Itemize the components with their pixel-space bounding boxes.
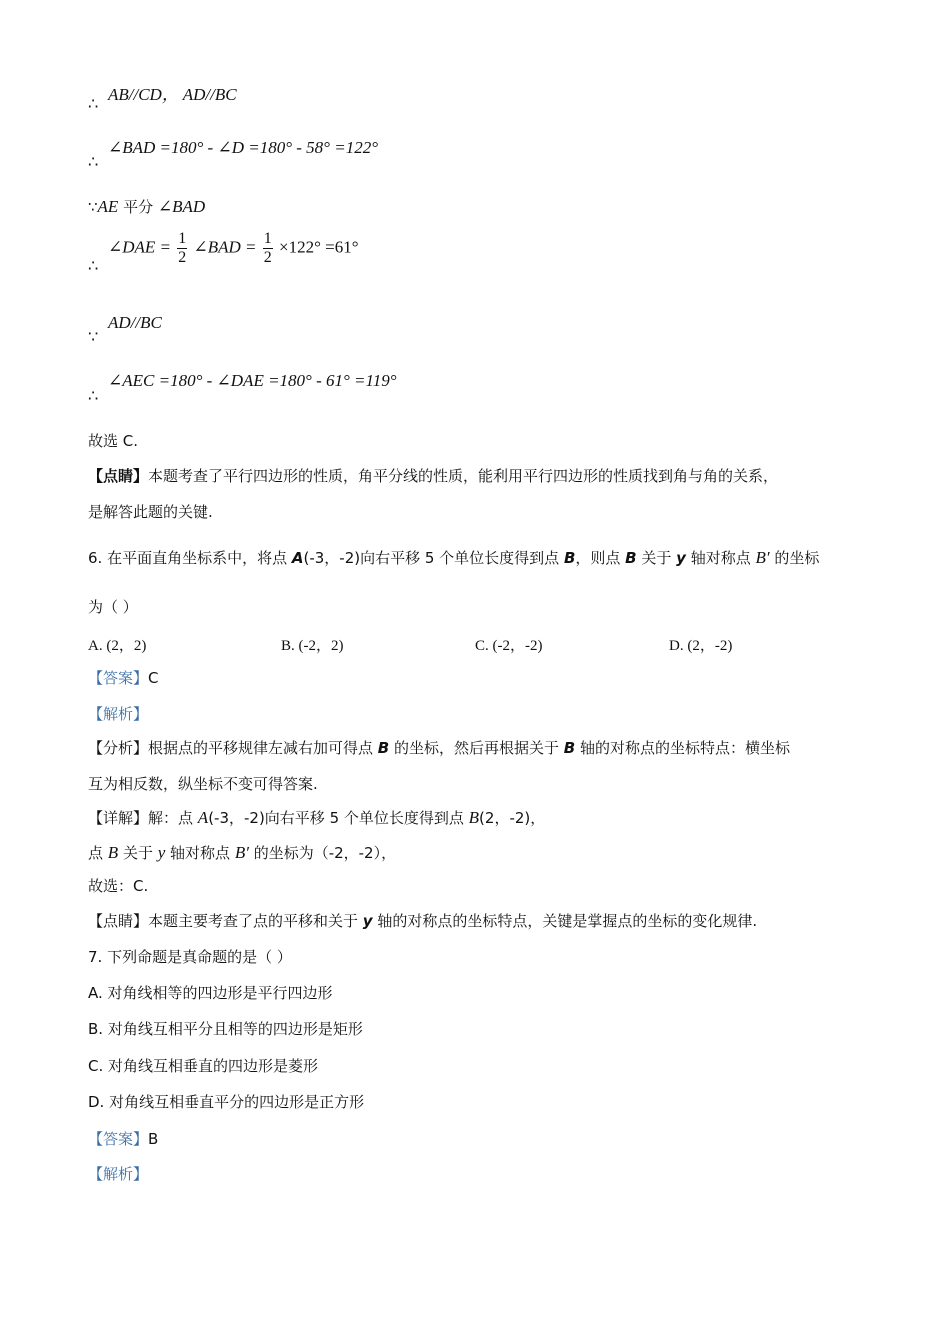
therefore-symbol: ∴ [88, 152, 99, 171]
therefore-symbol: ∴ [88, 94, 99, 113]
therefore-symbol: ∴ [88, 256, 99, 275]
angle-bad-equation: ∠BAD =180° - ∠D =180° - 58° =122° [108, 138, 378, 157]
q6-answer: 【答案】C [88, 669, 159, 687]
because-symbol: ∵ [88, 327, 99, 346]
because-symbol: ∵ [88, 198, 98, 216]
q6-detail-line-1: 【详解】解：点 A(-3，-2)向右平移 5 个单位长度得到点 B(2，-2)， [88, 808, 546, 827]
q6-analysis-line-2: 互为相反数，纵坐标不变可得答案. [88, 775, 318, 793]
parallel-ad-bc: AD//BC [108, 313, 162, 332]
q6-analysis-line-1: 【分析】根据点的平移规律左减右加可得点 B 的坐标，然后再根据关于 B 轴的对称点的坐标特点：横坐标 [88, 739, 790, 757]
q7-answer: 【答案】B [88, 1130, 159, 1148]
q6-detail-line-2: 点 B 关于 y 轴对称点 B′ 的坐标为（-2，-2）， [88, 843, 397, 862]
q7-option-d: D. 对角线互相垂直平分的四边形是正方形 [88, 1093, 365, 1111]
q6-option-c: C. (-2，-2) [475, 638, 543, 654]
q6-option-b: B. (-2，2) [281, 638, 344, 654]
q6-analysis-tag: 【解析】 [88, 705, 149, 723]
bisector-statement: ∵AE 平分 ∠BAD [88, 197, 206, 216]
q7-analysis-tag: 【解析】 [88, 1165, 149, 1183]
comment-line-1: 【点睛】本题考查了平行四边形的性质，角平分线的性质，能利用平行四边形的性质找到角与角的关系， [88, 467, 779, 485]
q6-option-a: A. (2，2) [88, 638, 147, 654]
q7-option-b: B. 对角线互相平分且相等的四边形是矩形 [88, 1020, 363, 1038]
q6-detail-line-3: 故选：C. [88, 877, 149, 895]
q7-option-a: A. 对角线相等的四边形是平行四边形 [88, 984, 333, 1002]
q7-option-c: C. 对角线互相垂直的四边形是菱形 [88, 1057, 319, 1075]
comment-line-2: 是解答此题的关键. [88, 503, 213, 521]
q6-stem-line-2: 为（ ） [88, 598, 138, 616]
parallel-statement: AB//CD， AD//BC [108, 85, 237, 104]
q7-stem: 7. 下列命题是真命题的是（ ） [88, 948, 292, 966]
choose-c: 故选 C. [88, 432, 139, 450]
q6-comment: 【点睛】本题主要考查了点的平移和关于 y 轴的对称点的坐标特点，关键是掌握点的坐标的变化规律. [88, 912, 758, 930]
angle-dae-equation: ∠DAE = $\frac{1}{2}$ ∠BAD = $\frac{1}{2}$ ×122° =61° [108, 230, 359, 266]
therefore-symbol: ∴ [88, 386, 99, 405]
q6-stem-line-1: 6. 在平面直角坐标系中，将点 A(-3，-2)向右平移 5 个单位长度得到点 B，则点 B 关于 y 轴对称点 B′ 的坐标 [88, 548, 820, 567]
fraction-half: $\frac{1}{2}$ [263, 230, 272, 266]
q6-option-d: D. (2，-2) [669, 638, 733, 654]
angle-aec-equation: ∠AEC =180° - ∠DAE =180° - 61° =119° [108, 371, 397, 390]
fraction-half: $\frac{1}{2}$ [178, 230, 187, 266]
